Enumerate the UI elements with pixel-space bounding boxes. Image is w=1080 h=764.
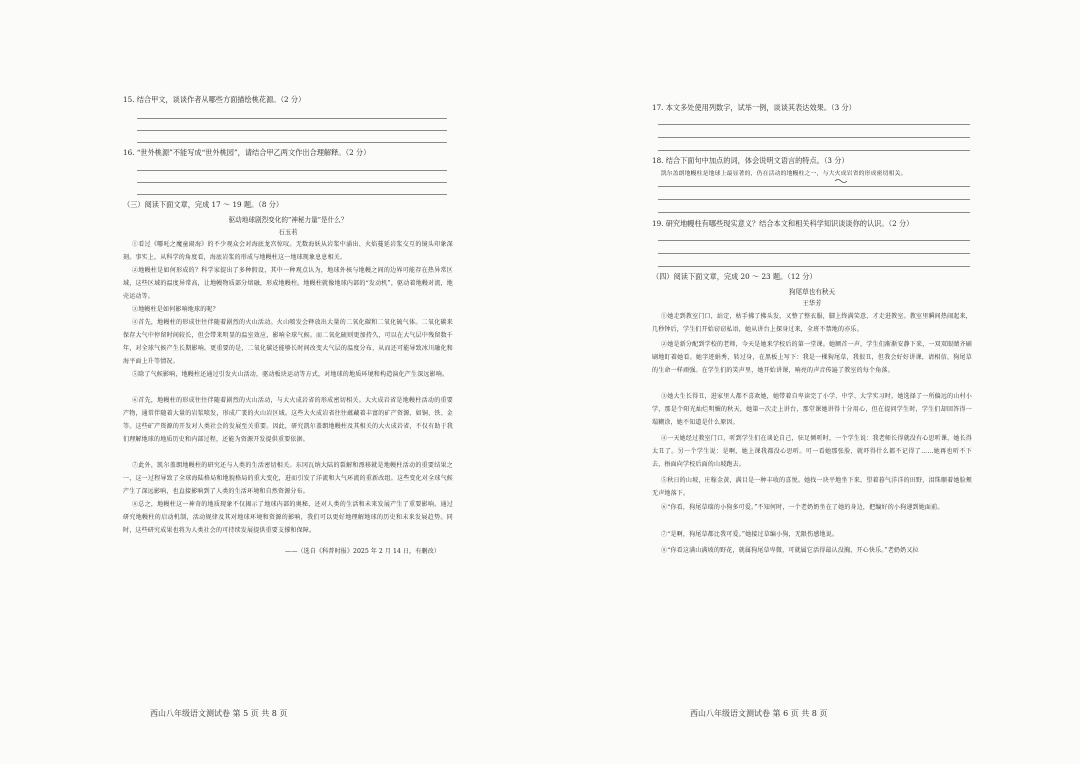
paragraph: ②地幔柱是如何形成的？科学家提出了多种假设，其中一种观点认为，地球外核与地幔之间的边界可能存在热异常区域，这些区域的温度异常高，让地幔物质部分熔融，形成地幔柱。地幔柱就像地球内部的“发动机”，驱动着地幔对流，地壳运动等。 (123, 267, 453, 300)
article-title: 驱动地球剧烈变化的“神秘力量”是什么？ (228, 216, 348, 224)
paragraph: ①看过《哪吒之魔童闹海》的不少观众会对海底龙宫惊叹。无数海妖从岩浆中涌出、火焰蔓延岩浆交互的镜头印象深刻。事实上，从科学的角度看，海底岩浆的形成与地幔柱这一地球现象息息相关。 (123, 241, 453, 261)
answer-line[interactable] (658, 240, 970, 241)
paragraph: ⑦“是啊，狗尾草都比我可爱。”她接过草编小狗，无限伤感地说。 (661, 531, 839, 538)
paragraph: ⑦此外，凯尔盖朗地幔柱的研究还与人类的生活密切相关。东冈瓦纳大陆的裂解和漂移就是地幔柱活动的重要结果之一，这一过程导致了全球海陆格局和地貌格局的重大变化，进而引发了洋流和大气环流的重新改组。这些变化对全球气候产生了深远影响，也直接影响到了人类的生活环境和自然资源分布。 (123, 462, 453, 495)
answer-line[interactable] (658, 212, 970, 213)
question-15: 15. 结合甲文，谈谈作者从哪些方面描绘桃花源。（2 分） (123, 95, 306, 104)
answer-line[interactable] (658, 186, 970, 187)
paragraph: ③地幔柱是如何影响地球的呢？ (132, 306, 219, 313)
page-footer: 西山八年级语文测试卷 第 6 页 共 8 页 (690, 709, 828, 718)
answer-line[interactable] (137, 182, 447, 183)
right-exam-page (540, 0, 1080, 764)
question-18-sentence: 凯尔盖朗地幔柱是地球上最显著的，仍在活动的地幔柱之一，与大火成岩省的形成密切相关。 (660, 171, 907, 177)
section-4-heading: （四）阅读下面文章，完成 20 ～ 23 题。（12 分） (652, 272, 817, 281)
answer-line[interactable] (658, 253, 970, 254)
paragraph: ⑥“你看，狗尾草瑞的小狗多可爱。”不知何时，一个老奶奶坐在了她的身边，把编好的小狗递到她面前。 (661, 504, 944, 511)
page-footer: 西山八年级语文测试卷 第 5 页 共 8 页 (150, 709, 288, 718)
answer-line[interactable] (137, 194, 447, 195)
article-author: 石玉若 (278, 228, 298, 236)
paragraph: ④首先，地幔柱的形成往往伴随着剧烈的火山活动。火山喷发会释放出大量的二氧化碳和二氧化硫气体。二氧化碳来保存大气中停留时间较长，但会带来明显的温室效应，影响全球气候。而二氧化硫则更加持久，可以在大气层中残留数千年，对全球气候产生长期影响。更重要的是，二氧化碳还能够长时间改变大气层的温度分布，从而还可能导致冰川融化和海平面上升等情况。 (123, 319, 453, 365)
answer-line[interactable] (137, 118, 447, 119)
answer-line[interactable] (658, 199, 970, 200)
source-citation: ——（选自《科普时报》2025 年 2 月 14 日，有删改） (285, 548, 440, 555)
paragraph: ①她走到教室门口，站定，枯手拂了拂头发，又整了整衣服，脚上终满笑意，才走进教室。教室里瞬间热闹起来，几秒钟后，学生们开始窃窃私语，她从讲台上探身过来，全班不禁地的亦乐。 (652, 313, 972, 333)
answer-line[interactable] (658, 124, 970, 125)
paragraph: ⑥首先，地幔柱的形成往往伴随着剧烈的火山活动，与大火成岩省的形成密切相关。大火成岩省是地幔柱活动的重要产物，通常伴随着大量的岩浆喷发，形成广袤的火山岩区域。这些大火成岩省往往蕴藏着丰富的矿产资源，如铜、铁、金等。这些矿产资源的开发对人类社会的发展至关重要。因此，研究凯尔盖朗地幔柱及其相关的大火成岩省，不仅有助于我们理解地球的地质历史和内部过程，还能为资源开发提供重要依据。 (123, 397, 453, 443)
question-18: 18. 结合下面句中加点的词，体会说明文语言的特点。（3 分） (652, 156, 849, 165)
paragraph: ⑤除了气候影响，地幔柱还通过引发火山活动，驱动板块运动等方式，对地球的地质环境和构造演化产生深远影响。 (132, 371, 449, 378)
paragraph: ⑧总之，地幔柱这一神奇的地质现象不仅揭示了地球内部的奥秘，还对人类的生活和未来发展产生了重要影响。通过研究地幔柱的启动机制，活动规律及其对地球环境和资源的影响，我们可以更好地理解地球的历史和未来发展趋势。同时，这些研究成果也将为人类社会的可持续发展提供重要支撑和保障。 (123, 501, 453, 534)
question-19: 19. 研究地幔柱有哪些现实意义？结合本文和相关科学知识谈谈你的认识。（2 分） (652, 219, 914, 228)
paragraph: ②她是新分配到学校的老师，今天是她来学校后的第一堂课。她额首一声，学生们渐渐安静下来，一双双眼睛齐刷刷地盯着她看。她字迹娟秀，转过身，在黑板上写下：我是一棵狗尾草，我很丑，但我会好好讲课，请相信，狗尾草的生命一样顽强。在学生们的笑声里，她开始讲课，响亮的声音传遍了教室的每个角落。 (652, 341, 972, 374)
answer-line[interactable] (658, 266, 970, 267)
paragraph: ④一天她经过教室门口，听到学生们在谈论自己，驻足倾听时，一个学生说：我老师长得就没有心思听课，她长得太丑了。另一个学生说：是啊，她上课我都没心思听。可一看她那张脸，就吓得什么都不记得了……她再也听不下去，捂面向学校后面的山坡跑去。 (652, 435, 972, 468)
paragraph: ⑤秋日的山坡，庄稼金黄，满目是一种丰收的喜悦。她找一块平地坐下来，望着暮气洋洋的田野，泪珠顺着她脸颊无声地落下。 (652, 477, 972, 497)
paragraph: ⑧“你看这满山满坡的野花，就属狗尾草卑微，可就属它活得最认没胸，开心快乐。”老奶奶又拉 (661, 547, 919, 554)
question-16: 16. “世外桃源”不能写成“世外桃园”，请结合甲乙两文作出合理解释。（2 分） (123, 148, 371, 157)
answer-line[interactable] (658, 137, 970, 138)
section-3-heading: （三）阅读下面文章，完成 17 ～ 19 题。（8 分） (123, 200, 284, 209)
answer-line[interactable] (658, 150, 970, 151)
question-17: 17. 本文多处使用列数字，试举一例，谈谈其表达效果。（3 分） (652, 103, 856, 112)
answer-line[interactable] (137, 170, 447, 171)
answer-line[interactable] (137, 142, 447, 143)
article-author: 王华芳 (802, 299, 822, 307)
handwritten-mark-icon (834, 178, 848, 184)
paragraph: ③她大生长得丑，进家里人都不喜欢她，她带着自卑读完了小学、中学、大学实习时，她选择了一所偏远的山村小学，那是个阳光灿烂明媚的秋天，她第一次走上讲台，那堂课她讲得十分用心，但在提问学生时，学生们却回答得一塌糊涂，她不知道是什么原因。 (652, 393, 972, 426)
article-title: 狗尾草也有秋天 (788, 288, 836, 296)
answer-line[interactable] (137, 130, 447, 131)
